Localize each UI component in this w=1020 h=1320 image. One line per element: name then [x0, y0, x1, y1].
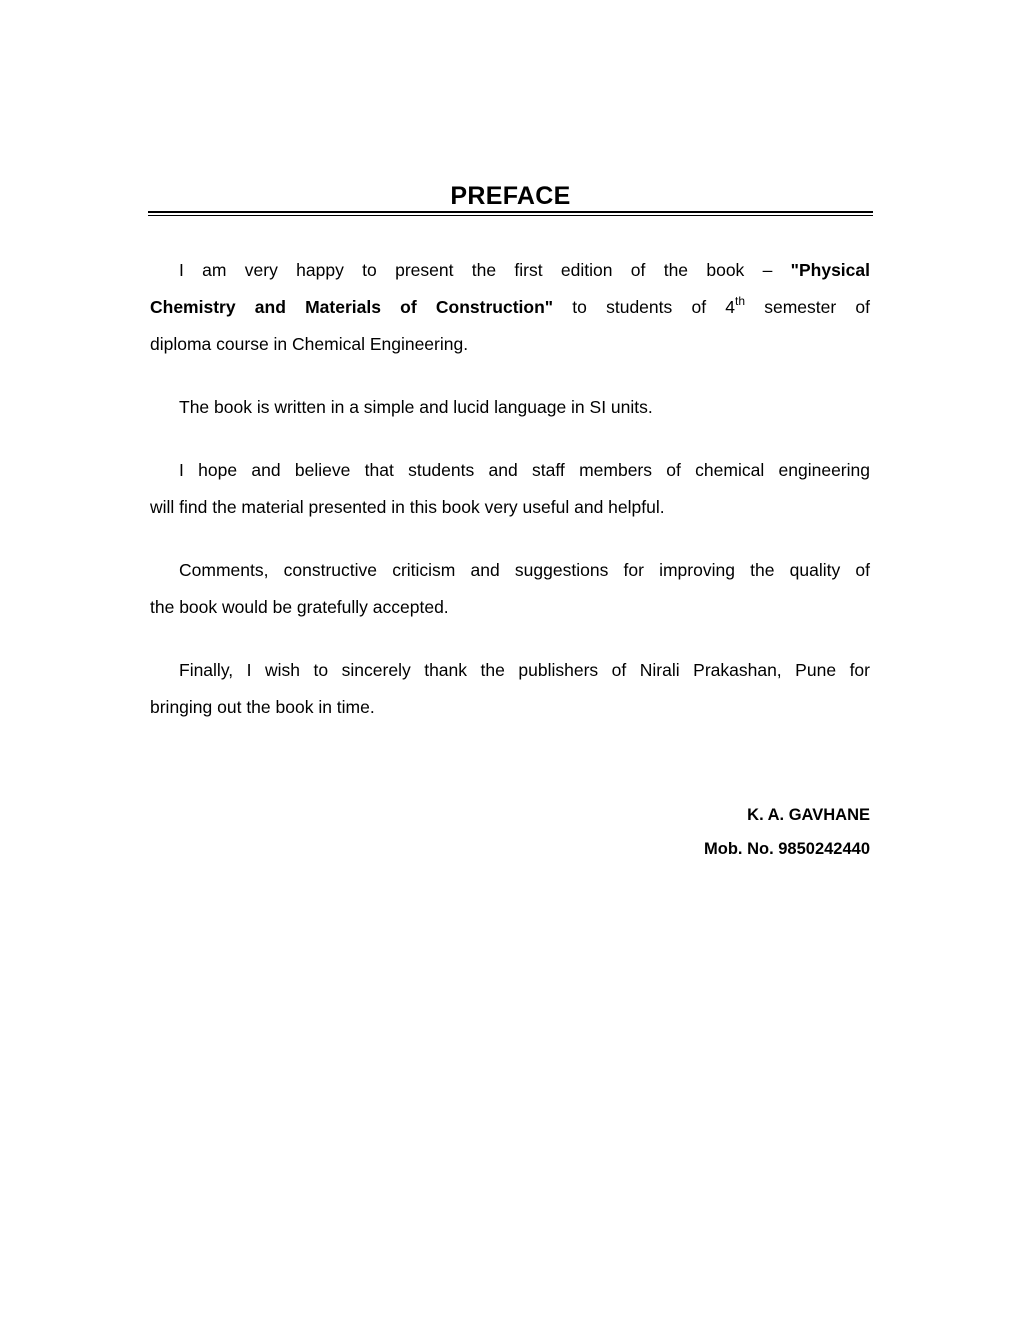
text-line: the book would be gratefully accepted.: [150, 597, 449, 617]
author-name: K. A. GAVHANE: [747, 806, 870, 824]
text-line: will find the material presented in this book very useful and helpful.: [150, 497, 665, 517]
preface-body: [150, 252, 870, 752]
paragraph-3: [150, 452, 870, 526]
page-title: PREFACE: [450, 182, 571, 210]
title-underline-thin: [148, 215, 873, 216]
author-mobile: Mob. No. 9850242440: [704, 840, 870, 858]
paragraph-1: [150, 252, 870, 363]
superscript: th: [735, 294, 746, 308]
text-line: bringing out the book in time.: [150, 697, 375, 717]
text: semester of: [745, 297, 870, 317]
text-line: Comments, constructive criticism and suggestions for improving the quality of: [179, 560, 870, 580]
text: to students of 4: [553, 297, 735, 317]
text-line: [150, 289, 870, 326]
title-underline: [148, 211, 873, 213]
text: I am very happy to present the first edition of the book –: [179, 260, 791, 280]
book-title-end: Chemistry and Materials of Construction": [150, 297, 554, 317]
paragraph-2: [150, 389, 870, 426]
text-line: I hope and believe that students and staff members of chemical engineering: [179, 460, 870, 480]
text-line: diploma course in Chemical Engineering.: [150, 334, 469, 354]
text-line: [150, 252, 870, 289]
book-title-start: "Physical: [790, 260, 870, 280]
paragraph-4: [150, 552, 870, 626]
text-line: The book is written in a simple and lucid language in SI units.: [179, 397, 653, 417]
text-line: Finally, I wish to sincerely thank the publishers of Nirali Prakashan, Pune for: [179, 660, 870, 680]
paragraph-5: [150, 652, 870, 726]
